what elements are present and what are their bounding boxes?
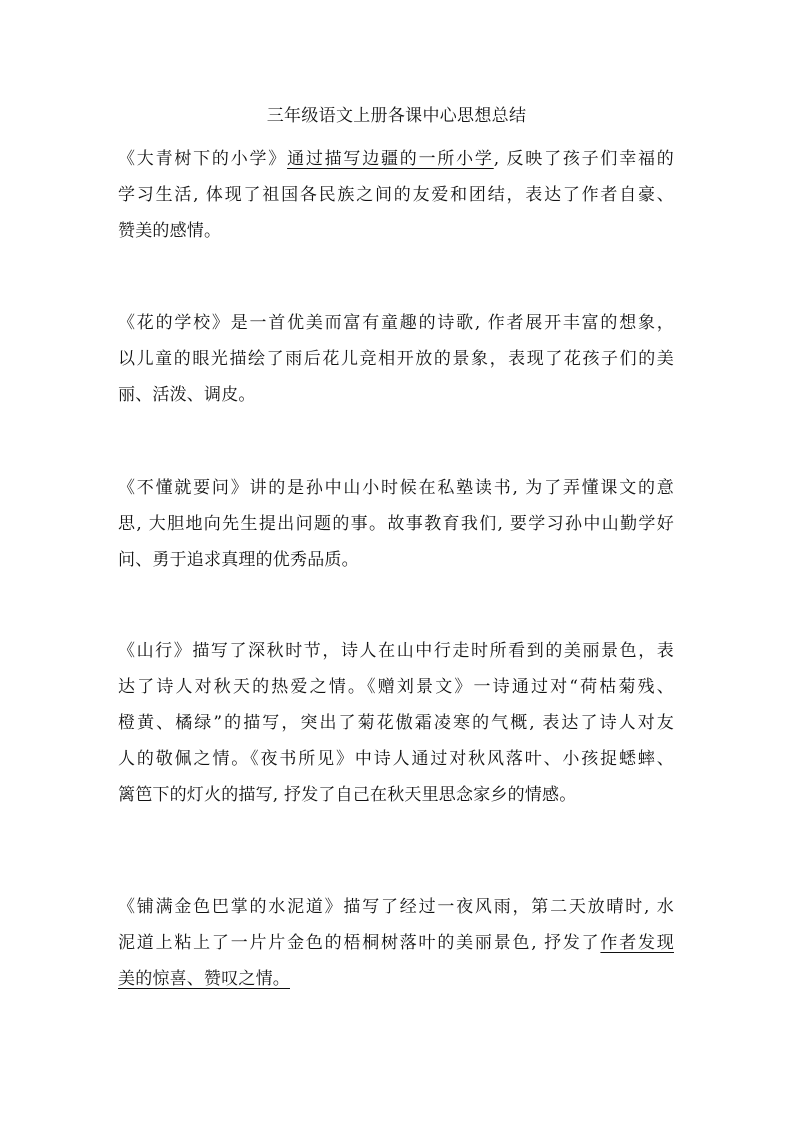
line-text: 泥道上粘上了一片片金色的梧桐树落叶的美丽景色, 抒发了 bbox=[118, 933, 601, 953]
paragraph-golden-palm-cement-road bbox=[118, 889, 674, 997]
paragraph-ancient-poems bbox=[118, 633, 674, 813]
paragraph-line bbox=[118, 669, 674, 705]
line-text: 思, 大胆地向先生提出问题的事。故事教育我们, 要学习孙中山勤学好 bbox=[118, 514, 674, 534]
line-text: 《铺满金色巴掌的水泥道》描写了经过一夜风雨，第二天放晴时, 水 bbox=[118, 897, 674, 917]
page-title: 三年级语文上册各课中心思想总结 bbox=[266, 106, 527, 126]
paragraph-line bbox=[118, 305, 674, 341]
paragraph-line bbox=[118, 377, 674, 413]
paragraph-line bbox=[118, 506, 674, 542]
underlined-phrase: 美的惊喜、赞叹之情。 bbox=[118, 969, 290, 989]
paragraph-line bbox=[118, 705, 674, 741]
line-text: 丽、活泼、调皮。 bbox=[118, 385, 256, 405]
paragraph-line bbox=[118, 141, 674, 177]
line-text: 问、勇于追求真理的优秀品质。 bbox=[118, 550, 359, 570]
paragraph-line bbox=[118, 741, 674, 777]
line-text: 《山行》描写了深秋时节，诗人在山中行走时所看到的美丽景色，表 bbox=[118, 641, 674, 661]
paragraph-big-green-tree-school bbox=[118, 141, 674, 249]
paragraph-line bbox=[118, 889, 674, 925]
paragraph-line bbox=[118, 341, 674, 377]
line-text: 达了诗人对秋天的热爱之情。《赠刘景文》一诗通过对“荷枯菊残、 bbox=[118, 677, 674, 697]
underlined-phrase: 作者发现 bbox=[600, 933, 674, 953]
line-text: 《花的学校》是一首优美而富有童趣的诗歌, 作者展开丰富的想象， bbox=[118, 313, 674, 333]
line-text: 人的敬佩之情。《夜书所见》中诗人通过对秋风落叶、小孩捉蟋蟀、 bbox=[118, 749, 674, 769]
paragraph-line bbox=[118, 961, 674, 997]
lesson-title: 《大青树下的小学》 bbox=[118, 149, 288, 169]
paragraph-line bbox=[118, 213, 674, 249]
line-text: 《不懂就要问》讲的是孙中山小时候在私塾读书, 为了弄懂课文的意 bbox=[118, 478, 674, 498]
underlined-phrase: 通过描写边疆的一所小学 bbox=[287, 149, 494, 169]
line-text: 学习生活, 体现了祖国各民族之间的友爱和团结，表达了作者自豪、 bbox=[118, 185, 674, 205]
line-text: 赞美的感情。 bbox=[118, 221, 222, 241]
paragraph-line bbox=[118, 177, 674, 213]
line-text: 篱笆下的灯火的描写, 抒发了自己在秋天里思念家乡的情感。 bbox=[118, 785, 577, 805]
paragraph-line bbox=[118, 777, 674, 813]
paragraph-line bbox=[118, 633, 674, 669]
line-text: , 反映了孩子们幸福的 bbox=[493, 149, 674, 169]
paragraph-line bbox=[118, 925, 674, 961]
paragraph-line bbox=[118, 470, 674, 506]
line-text: 以儿童的眼光描绘了雨后花儿竞相开放的景象，表现了花孩子们的美 bbox=[118, 349, 674, 369]
line-text: 橙黄、橘绿”的描写，突出了菊花傲霜凌寒的气概, 表达了诗人对友 bbox=[118, 713, 674, 733]
paragraph-ask-if-not-understand bbox=[118, 470, 674, 578]
paragraph-flower-school bbox=[118, 305, 674, 413]
paragraph-line bbox=[118, 542, 674, 578]
